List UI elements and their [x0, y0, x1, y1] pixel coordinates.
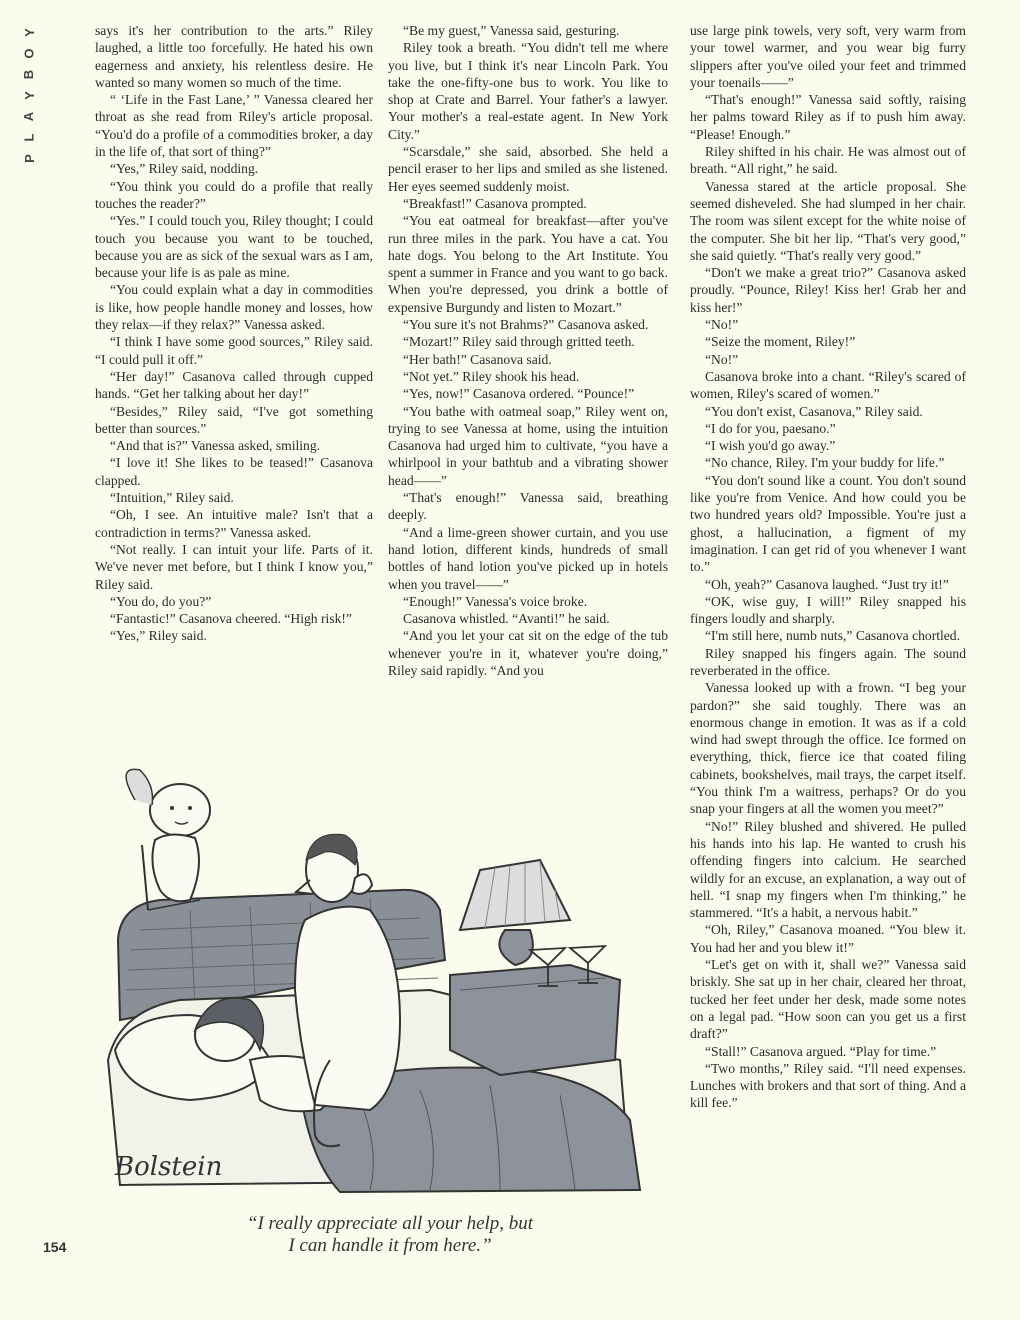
paragraph: use large pink towels, very soft, very warm from your towel warmer, and you wear big furry slippers after you've oiled your feet and trimmed your toenails——”: [690, 23, 966, 90]
paragraph: Vanessa looked up with a frown. “I beg your pardon?” she said toughly. There was an enormous change in emotion. It was as if a cold wind had swept through the office. Ice formed on everything, thick, fierce ice that coated filing cabinets, bookshelves, mail trays, the carpet itself. “You think I'm a waitress, perhaps? Or do you snap your fingers at all the women you meet?”: [690, 680, 966, 817]
paragraph: “I love it! She likes to be teased!” Casanova clapped.: [95, 455, 373, 488]
paragraph: Riley snapped his fingers again. The sound reverberated in the office.: [690, 645, 966, 678]
paragraph: “I wish you'd go away.”: [705, 438, 836, 454]
paragraph: “Yes.” I could touch you, Riley thought; I could touch you because you want to be touched, because you are as sick of the sexual wars as I am, because your life is as pale as mine.: [95, 213, 373, 281]
text-column-1: [95, 22, 373, 645]
paragraph: “You don't exist, Casanova,” Riley said.: [705, 403, 923, 419]
paragraph: “Be my guest,” Vanessa said, gesturing.: [403, 23, 620, 38]
paragraph: “I do for you, paesano.”: [705, 420, 836, 436]
paragraph: Riley shifted in his chair. He was almost out of breath. “All right,” he said.: [690, 144, 966, 177]
paragraph: “Yes,” Riley said, nodding.: [110, 161, 259, 177]
text-column-2: [388, 22, 668, 679]
paragraph: “Seize the moment, Riley!”: [705, 334, 856, 350]
paragraph: says it's her contribution to the arts.” Riley laughed, a little too forcefully. He hated his own eagerness and anxiety, his relentless desire. He wanted so many women so much of the time.: [95, 23, 373, 90]
page-number: 154: [43, 1239, 67, 1255]
paragraph: “You sure it's not Brahms?” Casanova asked.: [403, 317, 649, 333]
paragraph: “Oh, I see. An intuitive male? Isn't that a contradiction in terms?” Vanessa asked.: [95, 507, 373, 540]
paragraph: “And you let your cat sit on the edge of the tub whenever you're in it, whatever you're doing,” Riley said rapidly. “And you: [388, 628, 668, 678]
paragraph: “And a lime-green shower curtain, and you use hand lotion, different kinds, hundreds of small bottles of hand lotion you've picked up in hotels when you travel——”: [388, 524, 668, 592]
logo-letter: B: [21, 69, 37, 80]
paragraph: “You bathe with oatmeal soap,” Riley went on, trying to see Vanessa at home, using the intuition Casanova had urged him to cultivate, “you have a whirlpool in your bathtub and a vibrating shower head——”: [388, 403, 668, 488]
paragraph: “That's enough!” Vanessa said, breathing deeply.: [388, 490, 668, 523]
logo-letter: O: [21, 48, 37, 59]
logo-letter: P: [21, 154, 37, 163]
paragraph: “Yes,” Riley said.: [110, 628, 207, 644]
paragraph: “No!”: [705, 351, 739, 367]
paragraph: “Her bath!” Casanova said.: [403, 351, 552, 367]
paragraph: “Mozart!” Riley said through gritted teeth.: [403, 334, 635, 350]
text-column-3: [690, 22, 966, 1112]
logo-letter: Y: [21, 91, 37, 100]
logo-letter: L: [21, 133, 37, 142]
paragraph: “Breakfast!” Casanova prompted.: [403, 195, 587, 211]
paragraph: “Oh, yeah?” Casanova laughed. “Just try it!”: [705, 576, 949, 592]
caption-line: “I really appreciate all your help, but: [246, 1213, 534, 1234]
paragraph: “You do, do you?”: [110, 593, 212, 609]
paragraph: “I think I have some good sources,” Riley said. “I could pull it off.”: [95, 334, 373, 367]
paragraph: “Stall!” Casanova argued. “Play for time.”: [705, 1043, 937, 1059]
paragraph: Casanova broke into a chant. “Riley's scared of women, Riley's scared of women.”: [690, 368, 966, 402]
paragraph: “Enough!” Vanessa's voice broke.: [403, 593, 588, 609]
paragraph: Vanessa stared at the article proposal. She seemed disheveled. She had slumped in her chair. The room was silent except for the white noise of the computer. She bit her lip. “That's very good,” she said quietly. “That's really very good.”: [690, 178, 966, 263]
paragraph: “Two months,” Riley said. “I'll need expenses. Lunches with brokers and that sort of thing. And a kill fee.”: [690, 1060, 966, 1111]
paragraph: Riley took a breath. “You didn't tell me where you live, but I think it's near Lincoln Park. You take the one-fifty-one bus to work. You like to shop at Crate and Barrel. Your father's a lawyer. Your mother's a real-estate agent. In New York City.”: [388, 40, 668, 142]
paragraph: “ ‘Life in the Fast Lane,’ ” Vanessa cleared her throat as she read from Riley's article proposal. “You'd do a profile of a commodities broker, a day in the life of, that sort of thing?”: [95, 92, 373, 160]
paragraph: “No chance, Riley. I'm your buddy for life.”: [705, 455, 945, 471]
paragraph: Casanova whistled. “Avanti!” he said.: [403, 611, 610, 627]
paragraph: “I'm still here, numb nuts,” Casanova chortled.: [705, 628, 961, 644]
paragraph: “Besides,” Riley said, “I've got something better than sources.”: [95, 403, 373, 436]
paragraph: “Oh, Riley,” Casanova moaned. “You blew it. You had her and you blew it!”: [690, 922, 966, 955]
artist-signature: Bolstein: [115, 1152, 223, 1182]
paragraph: “Scarsdale,” she said, absorbed. She held a pencil eraser to her lips and smiled as she listened. Her eyes seemed suddenly moist.: [388, 144, 668, 194]
paragraph: “Not really. I can intuit your life. Parts of it. We've never met before, but I think I know you,” Riley said.: [95, 541, 373, 592]
paragraph: “Not yet.” Riley shook his head.: [403, 368, 580, 384]
paragraph: “No!” Riley blushed and shivered. He pulled his hands into his lap. He wanted to crush his offending fingers into calcium. He searched wildly for an excuse, an explanation, a way out of hell. “I snap my fingers when I'm thinking,” he stammered. “It's a habit, a nervous habit.”: [690, 818, 966, 921]
paragraph: “That's enough!” Vanessa said softly, raising her palms toward Riley as if to push him away. “Please! Enough.”: [690, 92, 966, 142]
magazine-logo-vertical: [21, 22, 37, 169]
paragraph: “Yes, now!” Casanova ordered. “Pounce!”: [403, 386, 635, 402]
cartoon-illustration: [100, 760, 660, 1200]
paragraph: “You eat oatmeal for breakfast—after you've run three miles in the park. You have a cat. You hate dogs. You belong to the Art Institute. You spent a summer in France and you want to go back. When you're depressed, you drink a bottle of expensive Burgundy and listen to Mozart.”: [388, 213, 668, 315]
paragraph: “OK, wise guy, I will!” Riley snapped his fingers loudly and sharply.: [690, 593, 966, 627]
paragraph: “No!”: [705, 317, 739, 333]
paragraph: “Don't we make a great trio?” Casanova asked proudly. “Pounce, Riley! Kiss her! Grab her and kiss her!”: [690, 265, 966, 315]
logo-letter: Y: [21, 28, 37, 37]
paragraph: “You don't sound like a count. You don't sound like you're from Venice. And how could you be two hundred years old? Impossible. You're just a ghost, a hallucination, a figment of my imagination. I can get rid of you whenever I want to.”: [690, 472, 966, 575]
paragraph: “Fantastic!” Casanova cheered. “High risk!”: [110, 611, 352, 627]
paragraph: “Her day!” Casanova called through cupped hands. “Get her talking about her day!”: [95, 368, 373, 402]
paragraph: “You think you could do a profile that really touches the reader?”: [95, 178, 373, 211]
caption-line: I can handle it from here.”: [288, 1235, 492, 1256]
paragraph: “Intuition,” Riley said.: [110, 490, 234, 506]
paragraph: “Let's get on with it, shall we?” Vanessa said briskly. She sat up in her chair, cleared her throat, tucked her feet under her desk, made some notes on a legal pad. “How soon can you get us a first draft?”: [690, 957, 966, 1042]
cartoon-caption: [200, 1213, 580, 1257]
paragraph: “And that is?” Vanessa asked, smiling.: [110, 438, 321, 454]
logo-letter: A: [21, 111, 37, 122]
paragraph: “You could explain what a day in commodities is like, how people handle money and losses, how they relax—if they relax?” Vanessa asked.: [95, 282, 373, 333]
